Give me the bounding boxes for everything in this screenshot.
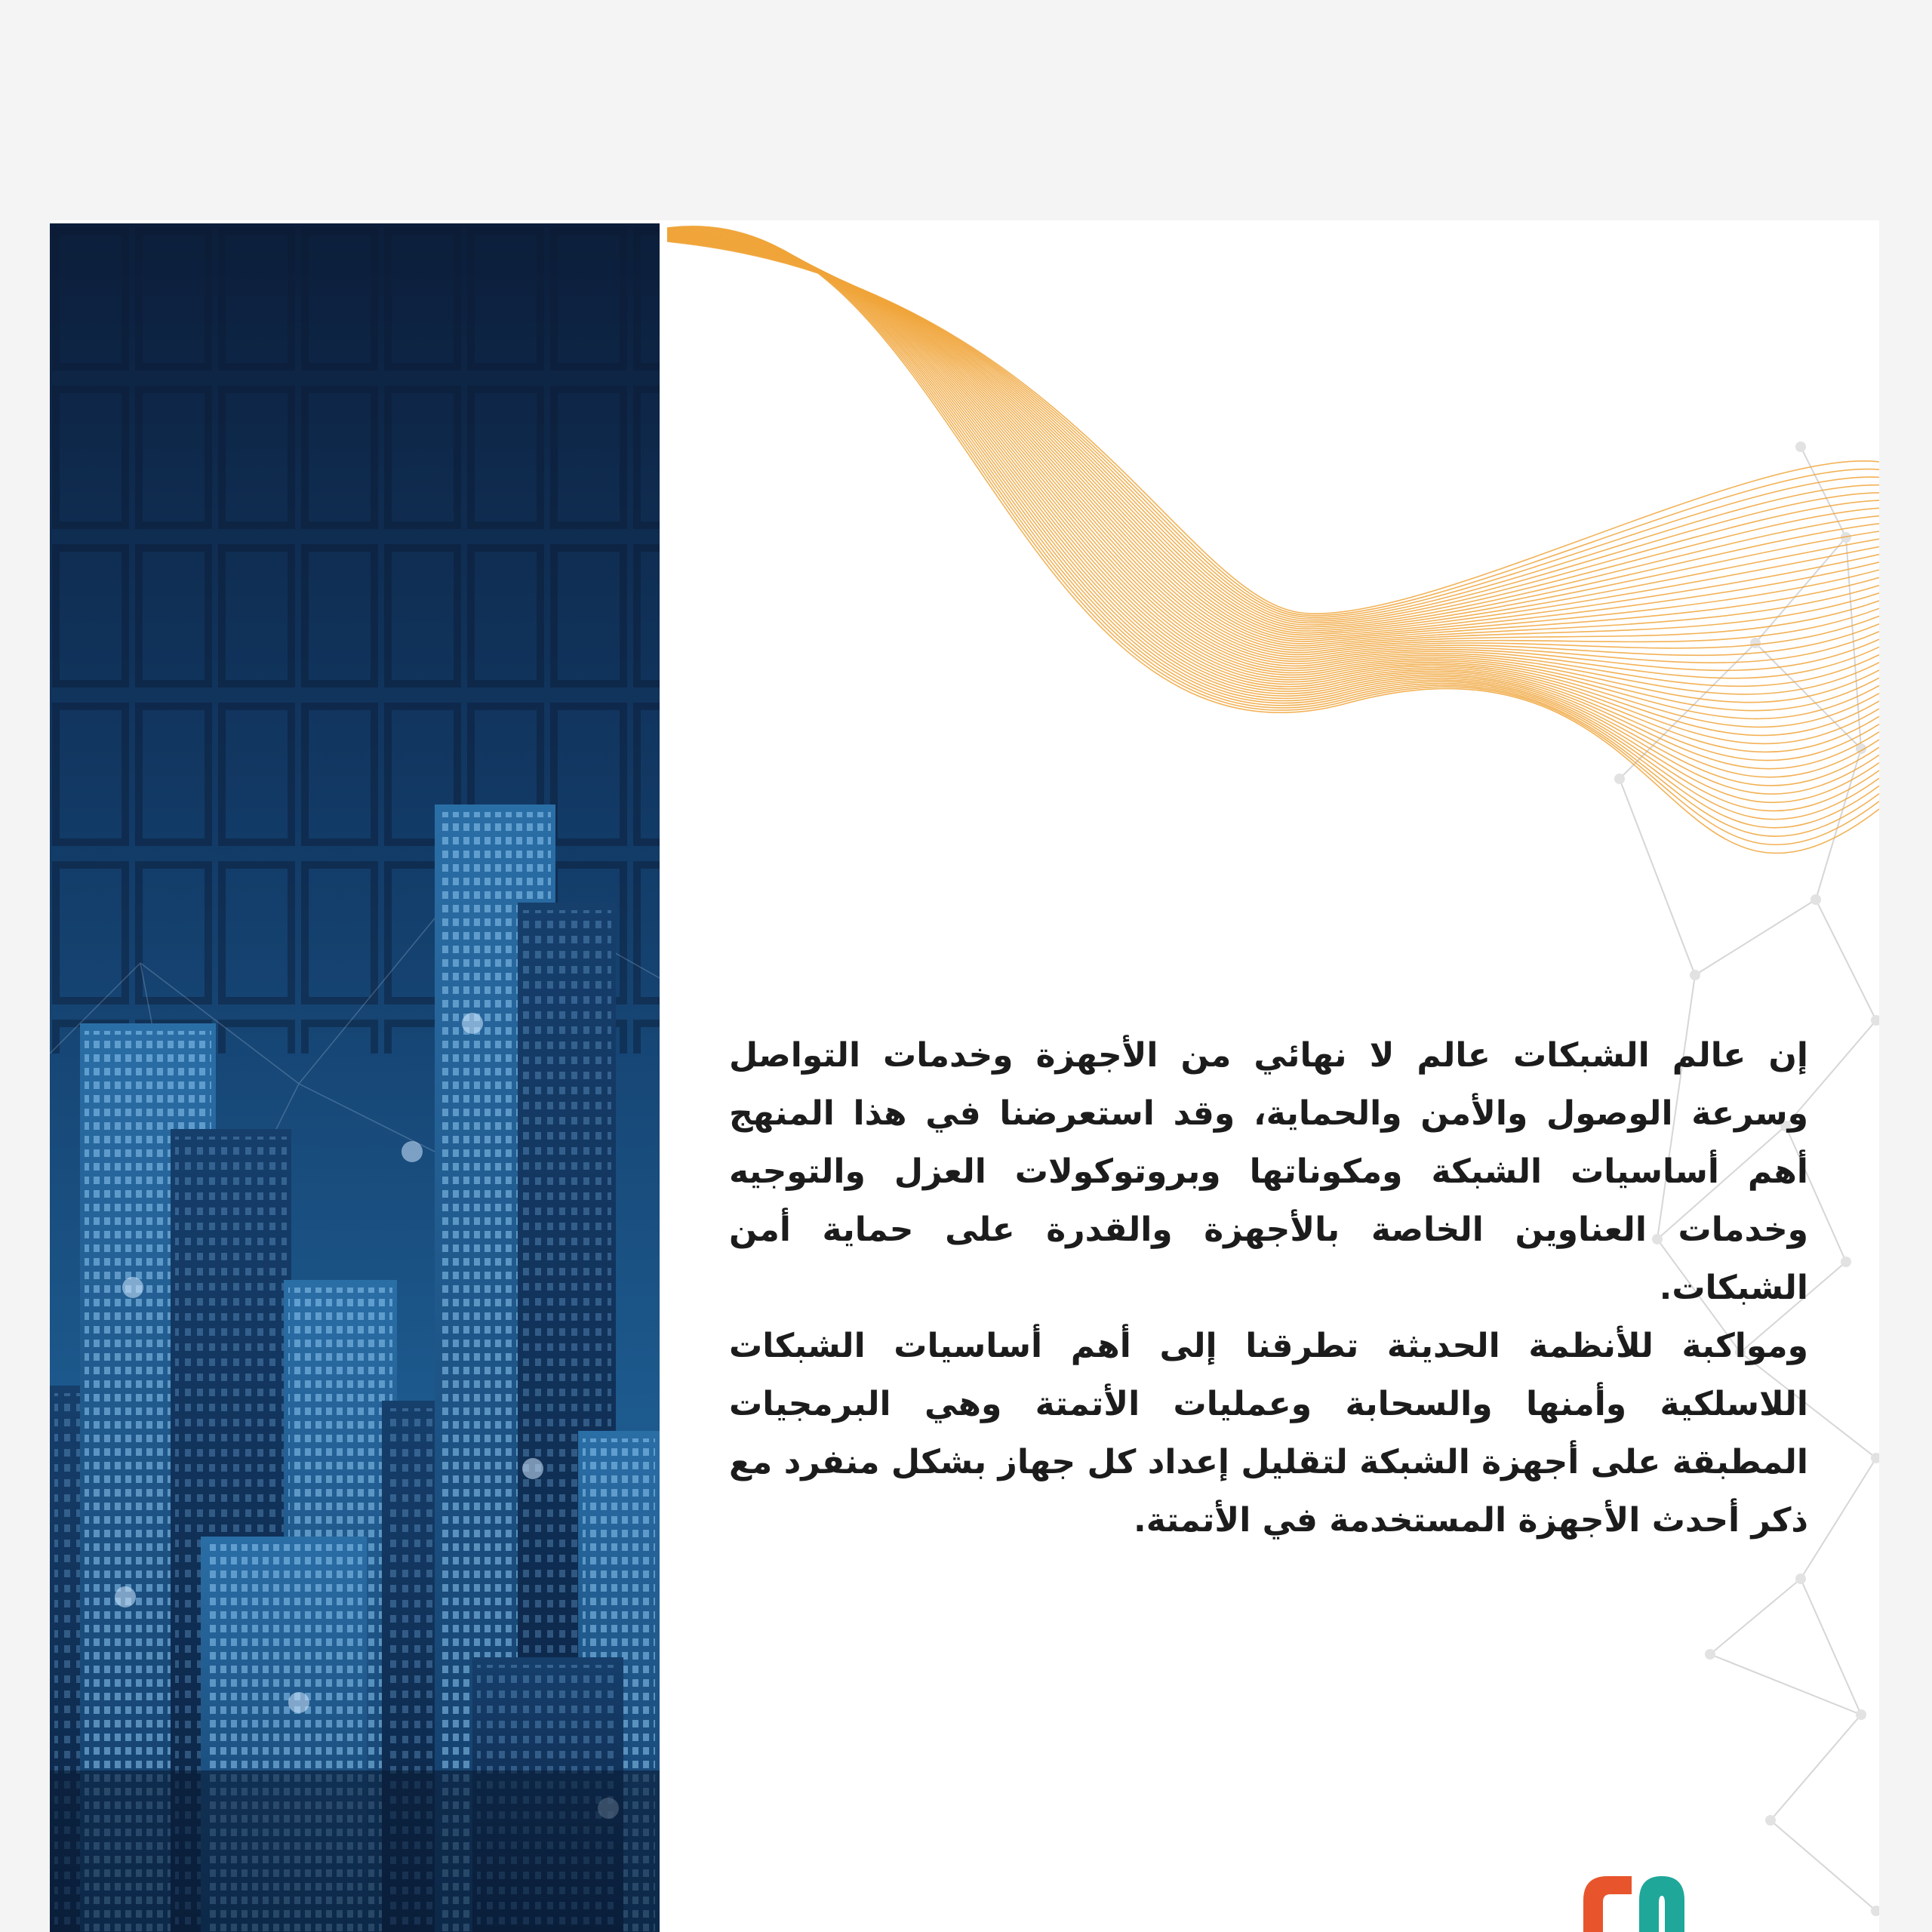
city-skyline-image: [50, 223, 660, 1932]
publisher-logo-icon: [1577, 1870, 1690, 1932]
paragraph-automation: ومواكبة للأنظمة الحديثة تطرقنا إلى أهم أساسيات الشبكات اللاسلكية وأمنها والسحابة وعمليات الأتمتة وهي البرمجيات المطبقة على أجهزة الشبكة لتقليل إعداد كل جهاز بشكل منفرد مع ذكر أحدث الأجهزة المستخدمة في الأتمتة.: [729, 1327, 1808, 1540]
wave-lines-icon: [667, 220, 1879, 930]
city-skyline-icon: [50, 223, 660, 1932]
body-text: [729, 1026, 1808, 1549]
document-sheet: [50, 220, 1879, 1932]
publisher-logo: [1577, 1870, 1690, 1932]
paragraph-intro: إن عالم الشبكات عالم لا نهائي من الأجهزة وخدمات التواصل وسرعة الوصول والأمن والحماية، وقد استعرضنا في هذا المنهج أهم أساسيات الشبكة ومكوناتها وبروتوكولات العزل والتوجيه وخدمات العناوين الخاصة بالأجهزة والقدرة على حماية أمن الشبكات.: [729, 1036, 1808, 1307]
